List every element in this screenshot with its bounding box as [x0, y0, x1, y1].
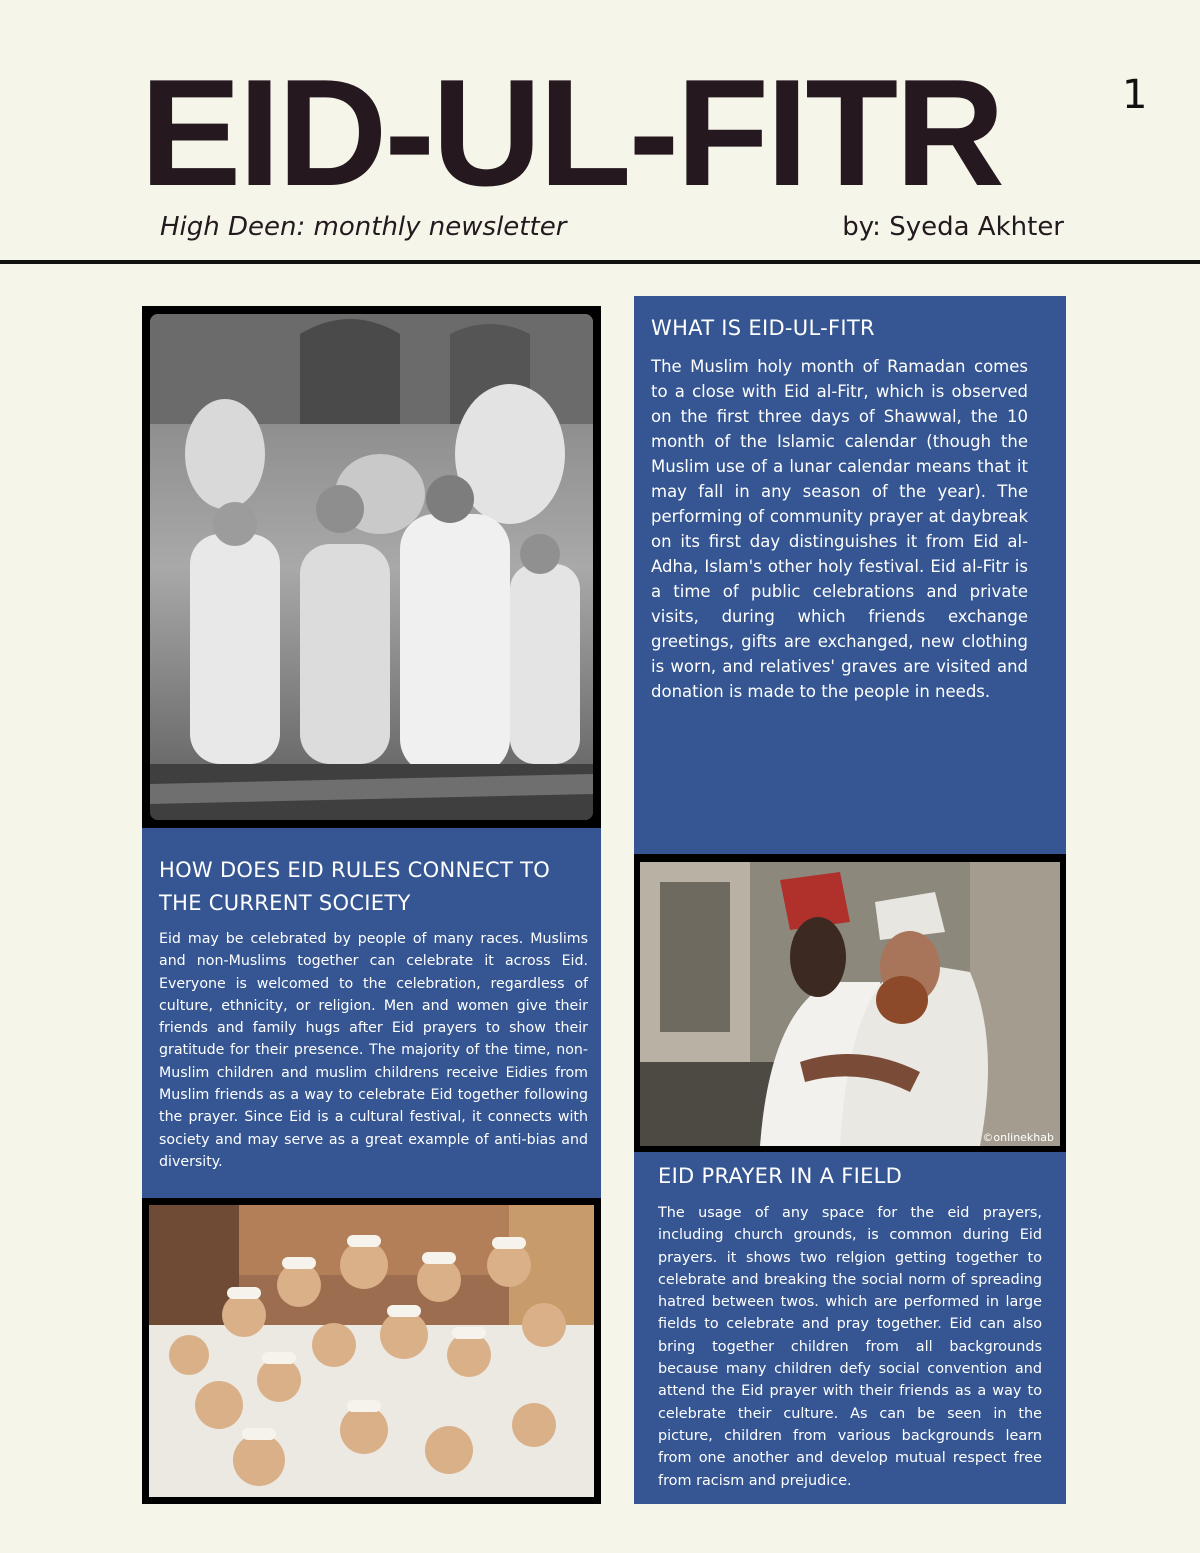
eid-society-body: Eid may be celebrated by people of many races. Muslims and non-Muslims together can celebrate it across Eid. Everyone is welcomed to the celebration, regardless of culture, ethnicity, or religion. Men and women give their friends and family hugs after Eid prayers to show their gratitude for their presence. The majority of the time, non-Muslim children and muslim childrens receive Eidies from Muslim friends as a way to celebrate Eid together following the prayer. Since Eid is a cultural festival, it connects with society and may serve as a great example of anti-bias and diversity. — [159, 931, 588, 1170]
bw-children-photo — [142, 306, 601, 828]
eid-society-heading: HOW DOES EID RULES CONNECT TO THE CURRENT SOCIETY — [159, 858, 551, 915]
eid-field-panel — [634, 1152, 1066, 1504]
newsletter-title: EID-UL-FITR — [140, 48, 1002, 218]
men-hugging-photo — [634, 854, 1066, 1152]
eid-field-heading: EID PRAYER IN A FIELD — [658, 1164, 903, 1188]
eid-society-panel — [142, 828, 601, 1198]
what-is-eid-panel — [634, 296, 1066, 856]
what-is-eid-body: The Muslim holy month of Ramadan comes to a close with Eid al-Fitr, which is observed on the first three days of Shawwal, the 10 month of the Islamic calendar (though the Muslim use of a lunar calendar means that it may fall in any season of the year). The performing of community prayer at daybreak on its first day distinguishes it from Eid al-Adha, Islam's other holy festival. Eid al-Fitr is a time of public celebrations and private visits, during which friends exchange greetings, gifts are exchanged, new clothing is worn, and relatives' graves are visited and donation is made to the people in needs. — [651, 357, 1028, 701]
newsletter-subtitle: High Deen: monthly newsletter — [160, 212, 567, 242]
eid-field-body: The usage of any space for the eid prayers, including church grounds, is common during Eid prayers. it shows two relgion getting together to celebrate and breaking the social norm of spreading hatred between twos. which are performed in large fields to celebrate and pray together. Eid can also bring together children from all backgrounds because many children defy social convention and attend the Eid prayer with their friends as a way to celebrate their culture. As can be seen in the picture, children from various backgrounds learn from one another and develop mutual respect free from racism and prejudice. — [658, 1205, 1042, 1489]
page-number: 1 — [1122, 72, 1148, 118]
photo-watermark: ©onlinekhab — [982, 1131, 1054, 1144]
header-divider — [0, 260, 1200, 264]
children-group-photo — [142, 1198, 601, 1504]
what-is-eid-heading: WHAT IS EID-UL-FITR — [651, 316, 875, 340]
author-byline: by: Syeda Akhter — [842, 212, 1064, 242]
